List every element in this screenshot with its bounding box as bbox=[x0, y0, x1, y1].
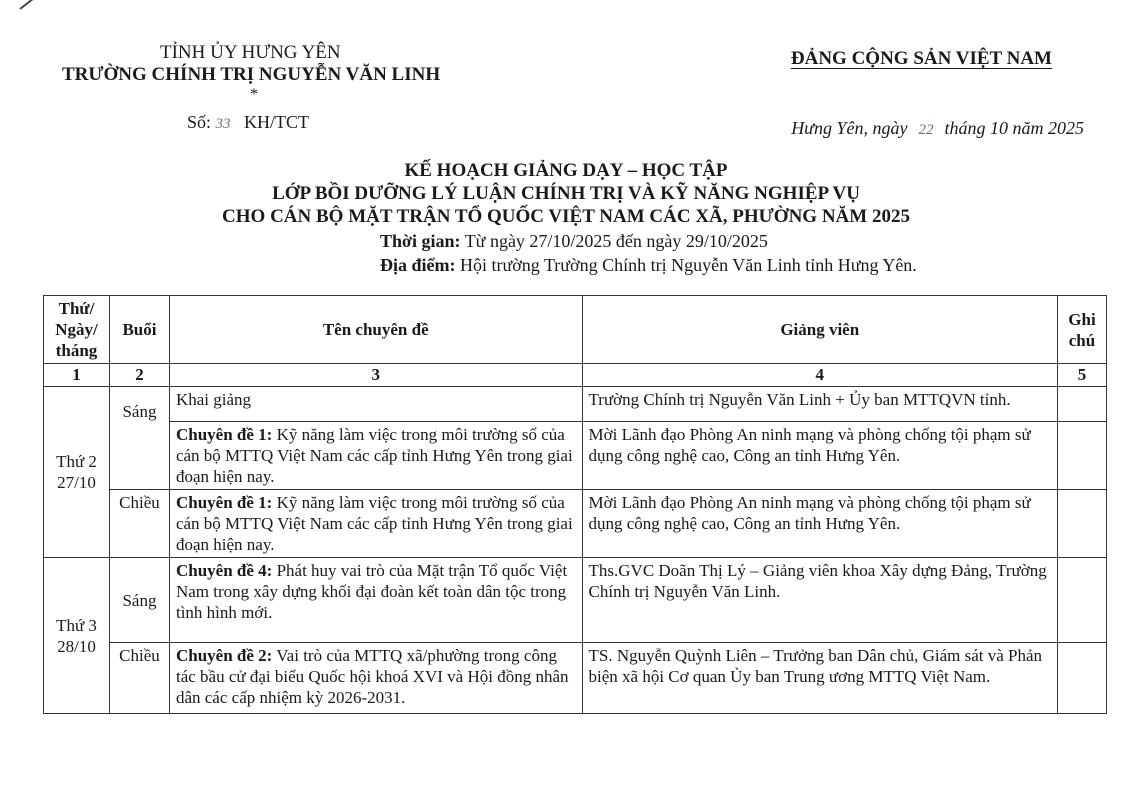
document-number bbox=[187, 112, 309, 133]
topic-cell bbox=[169, 490, 582, 558]
topic-text: Kỹ năng làm việc trong môi trường số của cán bộ MTTQ Việt Nam các cấp tỉnh Hưng Yên trong giai đoạn hiện nay. bbox=[175, 493, 573, 554]
session-cell: Sáng bbox=[109, 558, 169, 643]
topic-label: Chuyên đề 1: bbox=[175, 493, 273, 512]
index-cell: 1 bbox=[44, 364, 110, 387]
date-day-handwritten: 22 bbox=[918, 122, 934, 138]
day-cell bbox=[44, 387, 110, 558]
note-cell bbox=[1057, 558, 1106, 643]
place-label: Địa điểm: bbox=[380, 255, 456, 275]
table-row bbox=[44, 387, 1107, 422]
topic-label: Chuyên đề 2: bbox=[175, 646, 273, 665]
title-line-1: KẾ HOẠCH GIẢNG DẠY – HỌC TẬP bbox=[404, 160, 728, 181]
table-row bbox=[44, 558, 1107, 643]
day-name: Thứ 2 bbox=[56, 452, 97, 471]
doc-number-prefix: Số: bbox=[187, 112, 212, 132]
lecturer-cell: Mời Lãnh đạo Phòng An ninh mạng và phòng chống tội phạm sử dụng công nghệ cao, Công an tỉnh Hưng Yên. bbox=[582, 490, 1057, 558]
topic-text: Kỹ năng làm việc trong môi trường số của cán bộ MTTQ Việt Nam các cấp tỉnh Hưng Yên trong giai đoạn hiện nay. bbox=[175, 425, 573, 486]
session-cell: Sáng bbox=[109, 387, 169, 490]
index-cell: 5 bbox=[1057, 364, 1106, 387]
place-value: Hội trường Trường Chính trị Nguyễn Văn Linh tỉnh Hưng Yên. bbox=[460, 255, 917, 275]
note-cell bbox=[1057, 387, 1106, 422]
header-session: Buổi bbox=[109, 296, 169, 364]
index-cell: 2 bbox=[109, 364, 169, 387]
header-note: Ghi chú bbox=[1057, 296, 1106, 364]
day-date: 28/10 bbox=[57, 636, 96, 656]
date-suffix: tháng 10 năm 2025 bbox=[944, 118, 1084, 138]
day-name: Thứ 3 bbox=[56, 615, 97, 635]
header-topic: Tên chuyên đề bbox=[169, 296, 582, 364]
schedule-table bbox=[43, 295, 1107, 714]
topic-cell bbox=[169, 558, 582, 643]
table-index-row bbox=[44, 364, 1107, 387]
day-date: 27/10 bbox=[57, 473, 96, 492]
lecturer-cell: TS. Nguyễn Quỳnh Liên – Trưởng ban Dân chủ, Giám sát và Phản biện xã hội Cơ quan Ủy ban Trung ương MTTQ Việt Nam. bbox=[582, 643, 1057, 714]
lecturer-cell: Ths.GVC Doãn Thị Lý – Giảng viên khoa Xây dựng Đảng, Trường Chính trị Nguyễn Văn Linh. bbox=[582, 558, 1057, 643]
title-line-2: LỚP BỒI DƯỠNG LÝ LUẬN CHÍNH TRỊ VÀ KỸ NĂNG NGHIỆP VỤ bbox=[272, 183, 860, 204]
table-header-row bbox=[44, 296, 1107, 364]
topic-cell bbox=[169, 643, 582, 714]
session-cell: Chiều bbox=[109, 643, 169, 714]
note-cell bbox=[1057, 643, 1106, 714]
time-line bbox=[380, 231, 768, 252]
party-heading: ĐẢNG CỘNG SẢN VIỆT NAM bbox=[790, 48, 1052, 69]
date-prefix: Hưng Yên, ngày bbox=[791, 118, 908, 138]
index-cell: 4 bbox=[582, 364, 1057, 387]
note-cell bbox=[1057, 490, 1106, 558]
lecturer-cell: Mời Lãnh đạo Phòng An ninh mạng và phòng chống tội phạm sử dụng công nghệ cao, Công an tỉnh Hưng Yên. bbox=[582, 422, 1057, 490]
table-row bbox=[44, 643, 1107, 714]
org-line-1: TỈNH ỦY HƯNG YÊN bbox=[160, 42, 341, 63]
doc-number-suffix: KH/TCT bbox=[244, 112, 310, 132]
header-day: Thứ/ Ngày/ tháng bbox=[44, 296, 110, 364]
lecturer-cell: Trường Chính trị Nguyễn Văn Linh + Ủy ban MTTQVN tỉnh. bbox=[582, 387, 1057, 422]
session-cell: Chiều bbox=[109, 490, 169, 558]
org-line-2: TRƯỜNG CHÍNH TRỊ NGUYỄN VĂN LINH bbox=[62, 64, 441, 85]
day-cell bbox=[44, 558, 110, 714]
topic-label: Chuyên đề 1: bbox=[175, 425, 273, 444]
topic-text: Vai trò của MTTQ xã/phường trong công tác bầu cử đại biểu Quốc hội khoá XVI và Hội đồng nhân dân các cấp nhiệm kỳ 2026-2031. bbox=[175, 646, 569, 707]
time-label: Thời gian: bbox=[380, 231, 461, 251]
topic-text: Phát huy vai trò của Mặt trận Tổ quốc Việt Nam trong xây dựng khối đại đoàn kết toàn dân tộc trong tình hình mới. bbox=[175, 561, 568, 622]
table-row bbox=[44, 490, 1107, 558]
place-line bbox=[380, 255, 917, 276]
scan-pen-mark bbox=[19, 0, 52, 10]
header-lecturer: Giảng viên bbox=[582, 296, 1057, 364]
org-star: * bbox=[250, 86, 258, 103]
date-line bbox=[791, 118, 1084, 139]
doc-number-handwritten: 33 bbox=[215, 116, 231, 132]
topic-cell bbox=[169, 422, 582, 490]
topic-text: Khai giảng bbox=[175, 390, 252, 409]
note-cell bbox=[1057, 422, 1106, 490]
index-cell: 3 bbox=[169, 364, 582, 387]
title-line-3: CHO CÁN BỘ MẶT TRẬN TỔ QUỐC VIỆT NAM CÁC XÃ, PHƯỜNG NĂM 2025 bbox=[222, 206, 910, 227]
topic-cell bbox=[169, 387, 582, 422]
table-row bbox=[44, 422, 1107, 490]
topic-label: Chuyên đề 4: bbox=[175, 561, 273, 580]
time-value: Từ ngày 27/10/2025 đến ngày 29/10/2025 bbox=[464, 231, 768, 251]
